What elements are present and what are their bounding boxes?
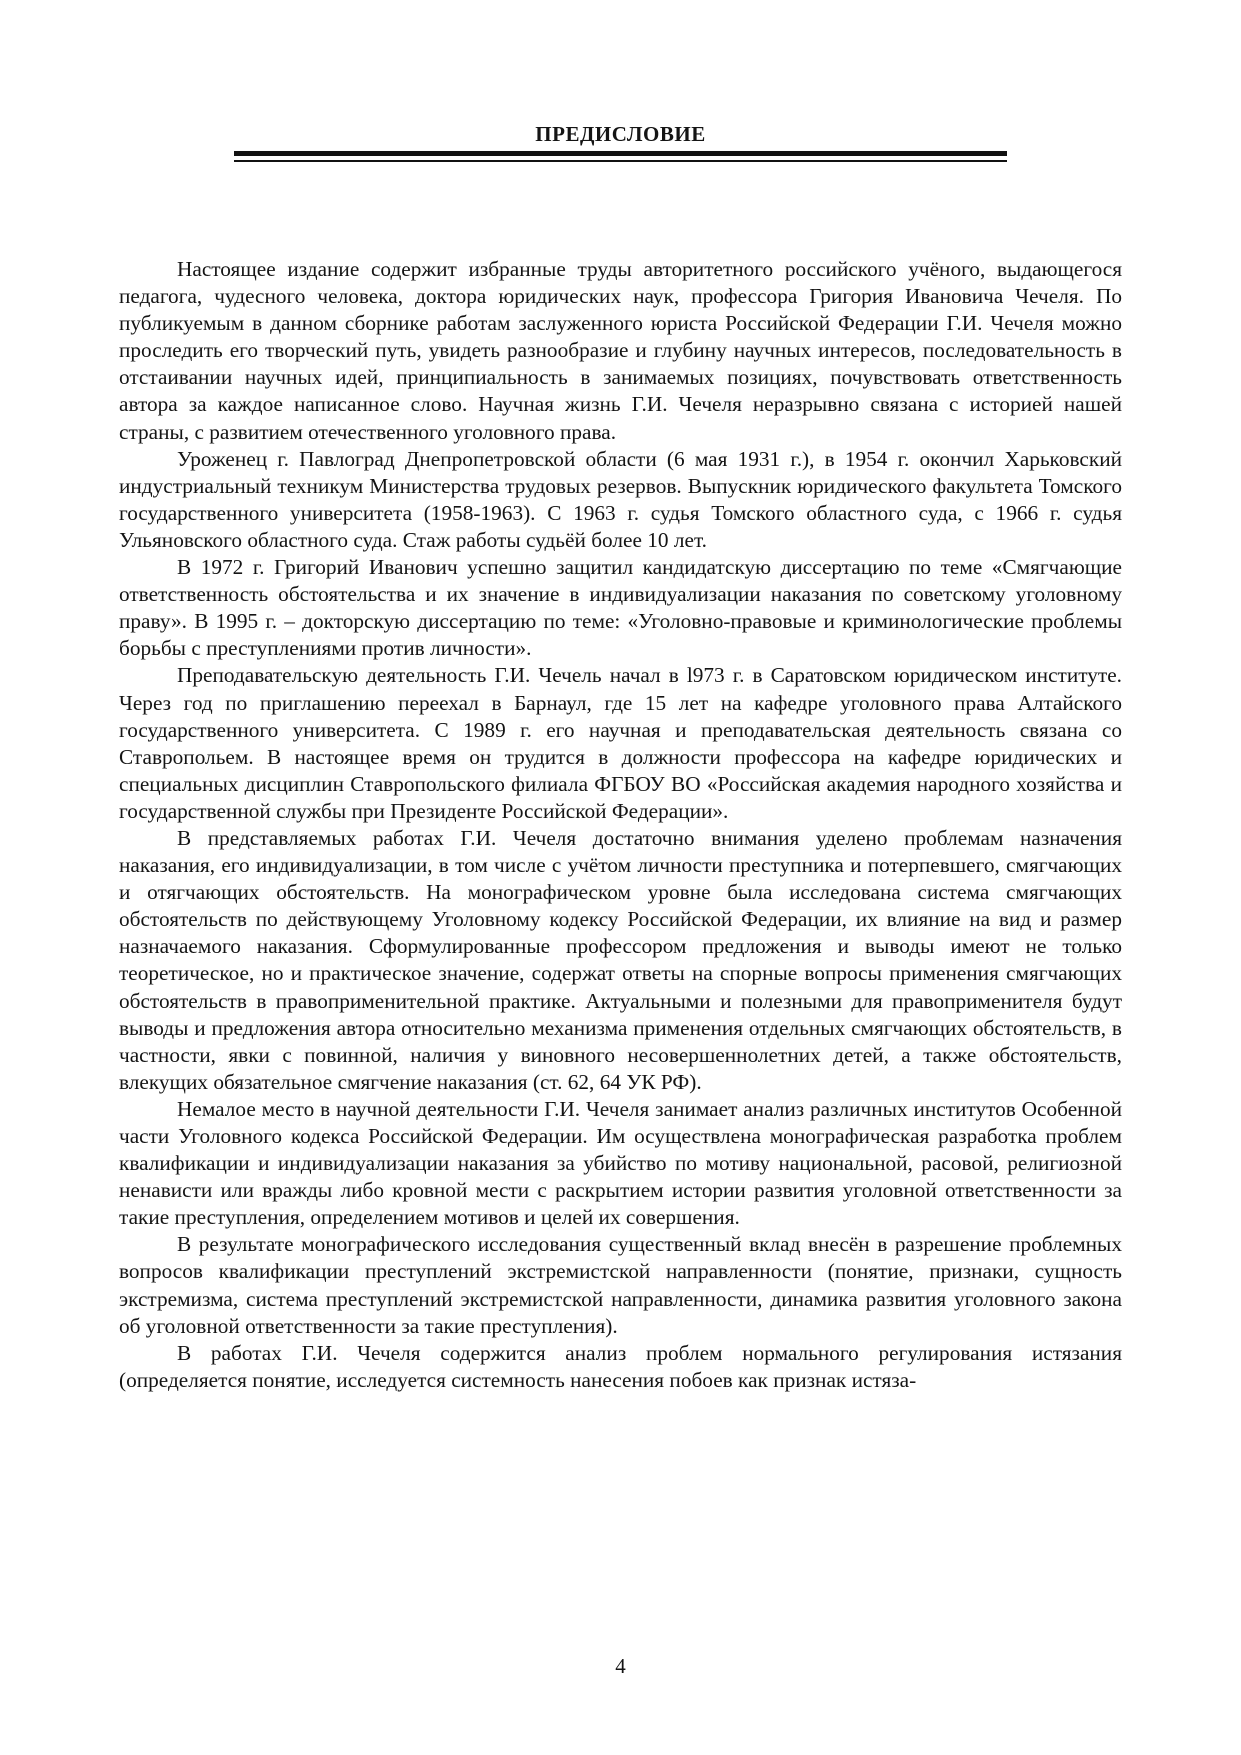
paragraph: В 1972 г. Григорий Иванович успешно защитил кандидатскую диссертацию по теме «Смягчающие ответственность обстоятельства и их значение в индивидуализации наказания по советскому уголовному праву». В 1995 г. – докторскую диссертацию по теме: «Уголовно-правовые и криминологические проблемы борьбы с преступлениями против личности». [119,555,1122,661]
paragraph: В представляемых работах Г.И. Чечеля достаточно внимания уделено проблемам назначения наказания, его индивидуализации, в том числе с учётом личности преступника и потерпевшего, смягчающих и отягчающих обстоятельств. На монографическом уровне была исследована система смягчающих обстоятельств по действующему Уголовному кодексу Российской Федерации, их влияние на вид и размер назначаемого наказания. Сформулированные профессором предложения и выводы имеют не только теоретическое, но и практическое значение, содержат ответы на спорные вопросы применения смягчающих обстоятельств в правоприменительной практике. Актуальными и полезными для правоприменителя будут выводы и предложения автора относительно механизма применения отдельных смягчающих обстоятельств, в частности, явки с повинной, наличия у виновного несовершеннолетних детей, а также обстоятельств, влекущих обязательное смягчение наказания (ст. 62, 64 УК РФ). [119,825,1122,1094]
paragraph: В результате монографического исследования существенный вклад внесён в разрешение проблемных вопросов квалификации преступлений экстремистской направленности (понятие, признаки, сущность экстремизма, система преступлений экстремистской направленности, динамика развития уголовного закона об уголовной ответственности за такие преступления). [119,1232,1122,1338]
paragraph: Немалое место в научной деятельности Г.И. Чечеля занимает анализ различных институтов Особенной части Уголовного кодекса Российской Федерации. Им осуществлена монографическая разработка проблем квалификации и индивидуализации наказания за убийство по мотиву национальной, расовой, религиозной ненависти или вражды либо кровной мести с раскрытием истории развития уголовной ответственности за такие преступления, определением мотивов и целей их совершения. [119,1096,1122,1230]
paragraph: Уроженец г. Павлоград Днепропетровской области (6 мая 1931 г.), в 1954 г. окончил Харьковский индустриальный техникум Министерства трудовых резервов. Выпускник юридического факультета Томского государственного университета (1958-1963). С 1963 г. судья Томского областного суда, с 1966 г. судья Ульяновского областного суда. Стаж работы судьёй более 10 лет. [119,446,1122,552]
paragraph: Настоящее издание содержит избранные труды авторитетного российского учёного, выдающегося педагога, чудесного человека, доктора юридических наук, профессора Григория Ивановича Чечеля. По публикуемым в данном сборнике работам заслуженного юриста Российской Федерации Г.И. Чечеля можно проследить его творческий путь, увидеть разнообразие и глубину научных интересов, последовательность в отстаивании научных идей, принципиальность в занимаемых позициях, почувствовать ответственность автора за каждое написанное слово. Научная жизнь Г.И. Чечеля неразрывно связана с историей нашей страны, с развитием отечественного уголовного права. [119,257,1122,444]
title-underline-thick [234,151,1007,156]
title-underline-thin [234,160,1007,162]
paragraph: В работах Г.И. Чечеля содержится анализ проблем нормального регулирования истязания (определяется понятие, исследуется системность нанесения побоев как признак истяза- [119,1340,1122,1392]
paragraph: Преподавательскую деятельность Г.И. Чечель начал в l973 г. в Саратовском юридическом институте. Через год по приглашению переехал в Барнаул, где 15 лет на кафедре уголовного права Алтайского государственного университета. С 1989 г. его научная и преподавательская деятельность связана со Ставропольем. В настоящее время он трудится в должности профессора на кафедре юридических и специальных дисциплин Ставропольского филиала ФГБОУ ВО «Российская академия народного хозяйства и государственной службы при Президенте Российской Федерации». [119,663,1122,823]
page-title: ПРЕДИСЛОВИЕ [535,122,706,146]
body-text [119,256,1122,1394]
page-number: 4 [615,1654,626,1678]
